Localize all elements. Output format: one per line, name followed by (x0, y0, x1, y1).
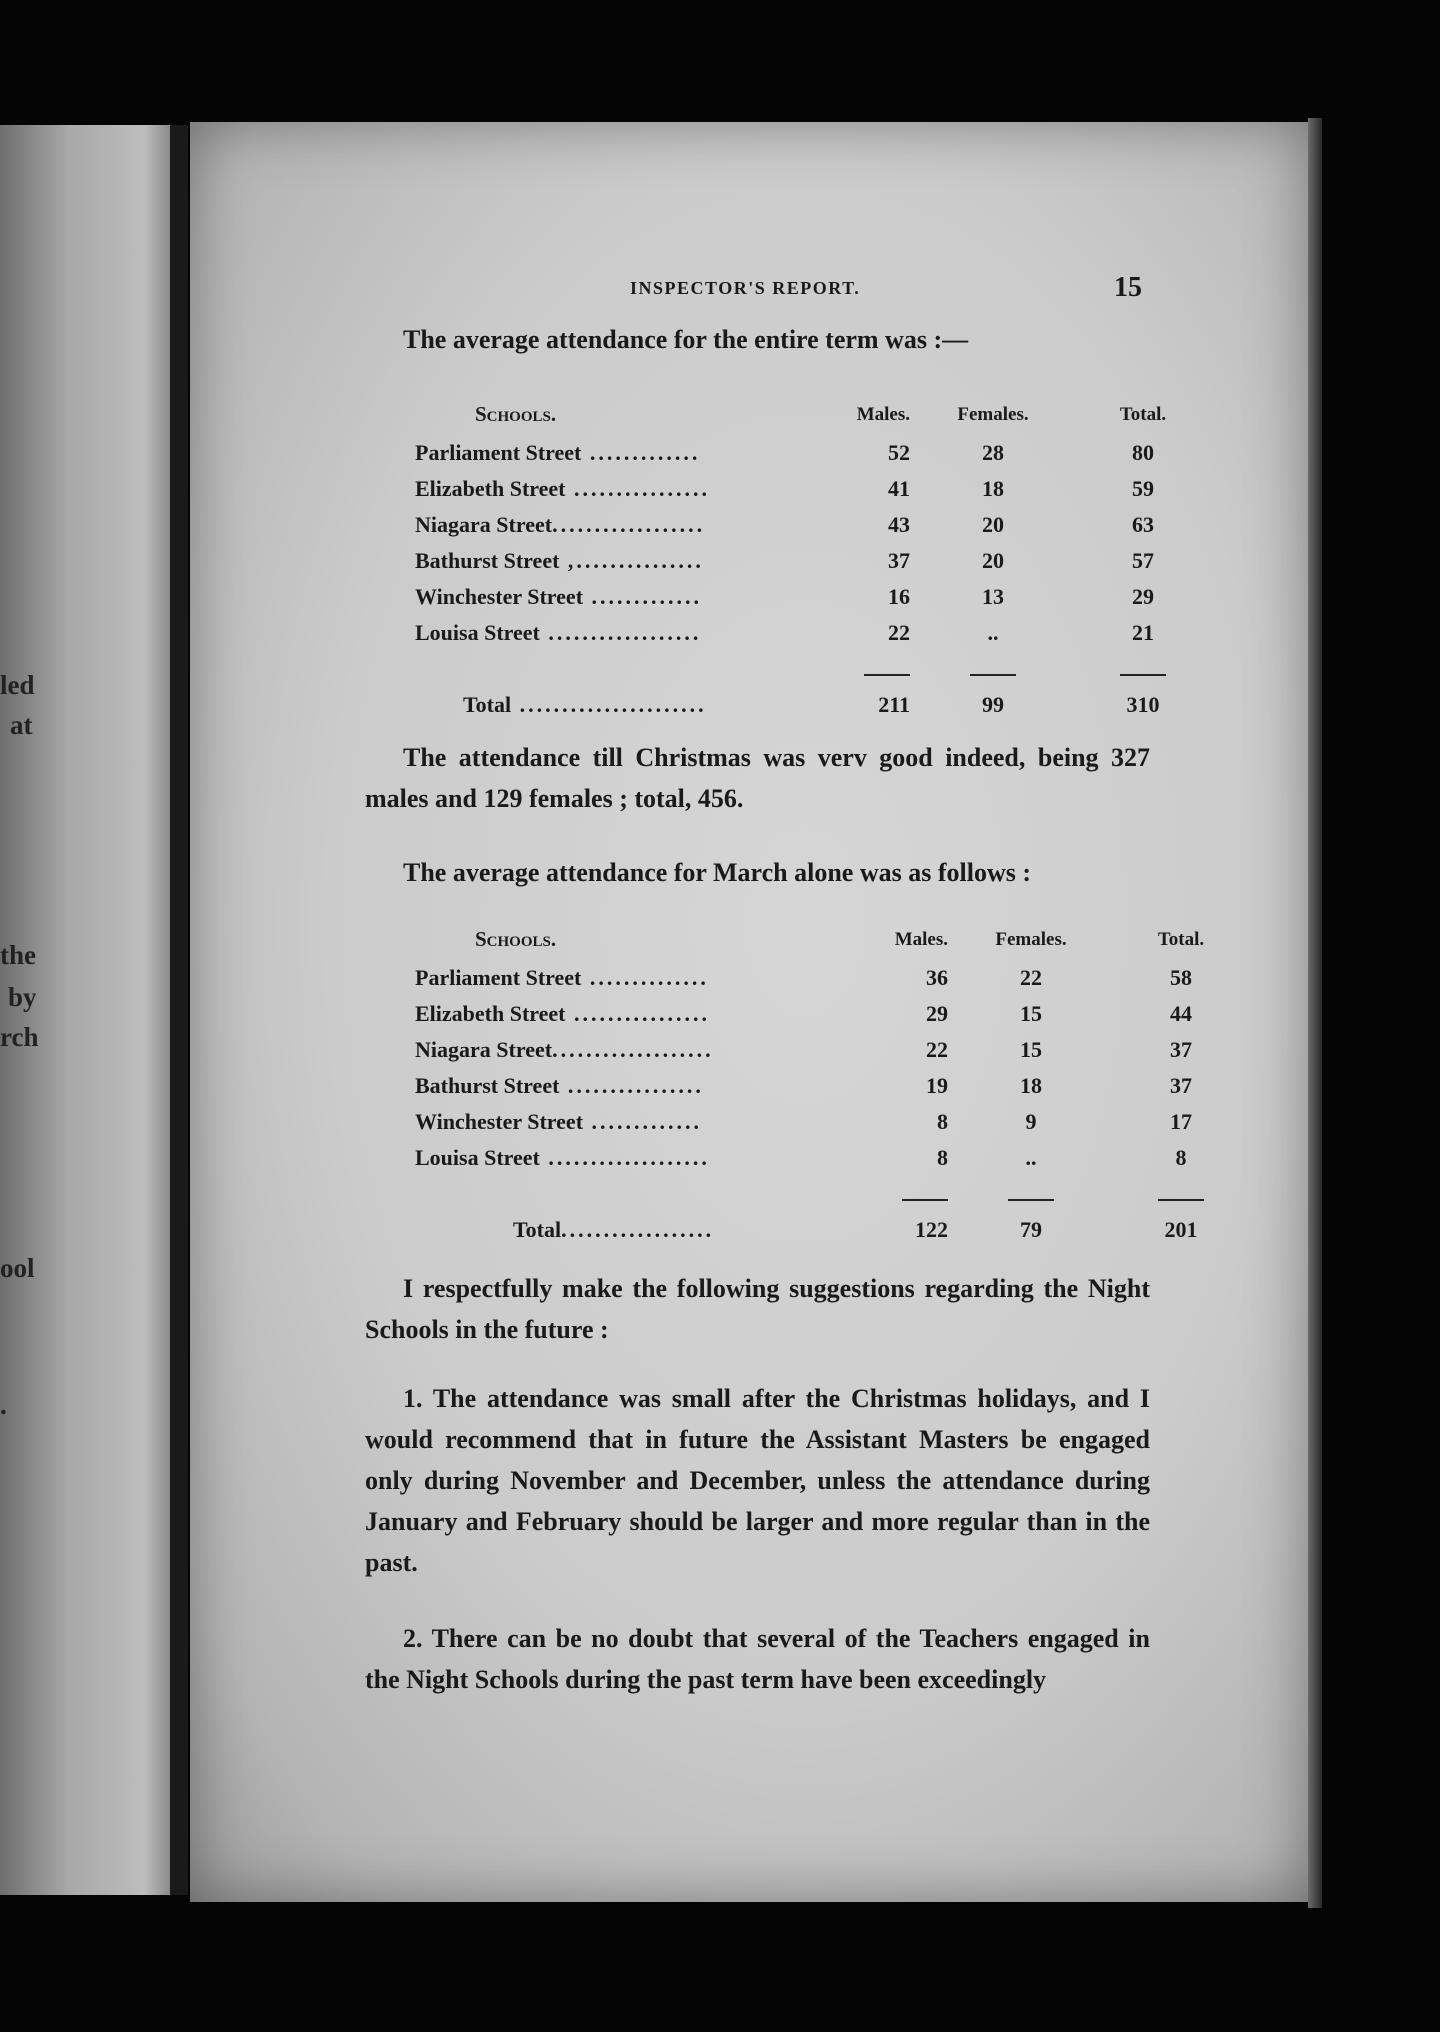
table1-intro: The average attendance for the entire term was :— (403, 325, 969, 354)
total-cell: 58 (1170, 965, 1192, 990)
paragraph-suggestions: I respectfully make the following suggestions regarding the Night Schools in the future : (365, 1274, 1150, 1344)
females-cell: 18 (1020, 1073, 1042, 1098)
total-cell: 17 (1170, 1109, 1192, 1134)
column-header-total: Total. (1157, 928, 1205, 950)
page-number: 15 (1114, 272, 1142, 303)
school-name: Elizabeth Street (415, 1001, 566, 1026)
sum-rule (902, 1199, 948, 1201)
total-cell: 21 (1132, 620, 1154, 645)
column-header-females: Females. (957, 403, 1029, 425)
females-cell: 20 (982, 548, 1004, 573)
males-total: 211 (878, 692, 910, 717)
total-cell: 80 (1132, 440, 1154, 465)
table-row (415, 471, 1218, 507)
females-cell: 15 (1020, 1037, 1042, 1062)
leader-dots: ................ (565, 476, 711, 501)
column-header-males: Males. (856, 403, 910, 425)
leader-dots: ,............... (559, 548, 704, 573)
leader-dots: ................... (539, 1145, 710, 1170)
table-row (415, 543, 1218, 579)
males-total: 122 (915, 1217, 948, 1242)
column-header-total: Total. (1119, 403, 1167, 425)
grand-total: 201 (1164, 1217, 1198, 1242)
males-cell: 36 (926, 965, 948, 990)
females-cell: 9 (1025, 1109, 1037, 1134)
sum-rule (970, 674, 1016, 676)
males-cell: 8 (937, 1109, 948, 1134)
left-page-fragment: the (0, 940, 36, 970)
school-cell (415, 471, 845, 507)
table-row (415, 579, 1218, 615)
leader-dots: ................... (552, 1037, 714, 1062)
school-cell (415, 1140, 883, 1176)
left-page-fragment: rch (0, 1022, 39, 1052)
school-name: Winchester Street (415, 1109, 584, 1134)
females-cell: 22 (1020, 965, 1042, 990)
total-label: Total (513, 1217, 562, 1242)
table-row (415, 1140, 1256, 1176)
sum-rule (1158, 1199, 1204, 1201)
leader-dots: ............. (581, 440, 701, 465)
males-cell: 43 (888, 512, 910, 537)
school-cell (415, 996, 883, 1032)
leader-dots: ................ (559, 1073, 704, 1098)
school-cell (415, 1104, 883, 1140)
column-header-males: Males. (894, 928, 948, 950)
school-name: Parliament Street (415, 440, 582, 465)
table-row (415, 960, 1256, 996)
left-page-fragment: by (8, 982, 37, 1012)
table-row (415, 507, 1218, 543)
school-name: Elizabeth Street (415, 476, 566, 501)
school-cell (415, 615, 845, 651)
school-name: Winchester Street (415, 584, 584, 609)
females-cell: 28 (982, 440, 1004, 465)
left-page-edge (0, 125, 170, 1895)
total-label: Total (463, 692, 512, 717)
males-cell: 52 (888, 440, 910, 465)
total-cell: 63 (1132, 512, 1154, 537)
females-cell: 18 (982, 476, 1004, 501)
left-page-fragment: at (10, 710, 33, 740)
school-name: Bathurst Street (415, 548, 560, 573)
males-cell: 41 (888, 476, 910, 501)
school-name: Louisa Street (415, 620, 540, 645)
column-header-females: Females. (995, 928, 1067, 950)
total-label-cell (415, 687, 845, 723)
school-name: Niagara Street (415, 1037, 553, 1062)
table-header-row (415, 927, 1256, 960)
sum-rule (1120, 674, 1166, 676)
leader-dots: ...................... (511, 692, 707, 717)
school-cell (415, 435, 845, 471)
sum-rule-row (415, 1176, 1256, 1212)
males-cell: 22 (926, 1037, 948, 1062)
school-cell (415, 1032, 883, 1068)
attendance-table-march (415, 927, 1256, 1248)
running-head: INSPECTOR'S REPORT. (630, 278, 861, 298)
table-header-row (415, 402, 1218, 435)
males-cell: 22 (888, 620, 910, 645)
males-cell: 29 (926, 1001, 948, 1026)
table-row (415, 1104, 1256, 1140)
school-cell (415, 579, 845, 615)
column-header-schools: Schools. (475, 402, 557, 426)
leader-dots: ............. (583, 1109, 703, 1134)
school-name: Niagara Street (415, 512, 553, 537)
males-cell: 37 (888, 548, 910, 573)
table-row (415, 1068, 1256, 1104)
females-cell: 20 (982, 512, 1004, 537)
table-row (415, 1032, 1256, 1068)
leader-dots: .................. (561, 1217, 715, 1242)
table2-intro: The average attendance for March alone was as follows : (403, 858, 1032, 887)
females-cell: .. (987, 620, 999, 645)
table-total-row (415, 1212, 1256, 1248)
book-gutter (170, 125, 188, 1895)
school-cell (415, 543, 845, 579)
females-total: 79 (1020, 1217, 1042, 1242)
sum-rule-row (415, 651, 1218, 687)
leader-dots: .................. (552, 512, 706, 537)
school-cell (415, 960, 883, 996)
school-name: Louisa Street (415, 1145, 540, 1170)
leader-dots: .............. (581, 965, 709, 990)
leader-dots: .................. (539, 620, 702, 645)
females-total: 99 (982, 692, 1004, 717)
total-cell: 29 (1132, 584, 1154, 609)
total-label-cell (415, 1212, 883, 1248)
paragraph-suggestion-2: 2. There can be no doubt that several of the Teachers engaged in the Night Schools during the past term have been exceedingly (365, 1624, 1150, 1694)
school-cell (415, 1068, 883, 1104)
school-cell (415, 507, 845, 543)
school-name: Parliament Street (415, 965, 582, 990)
males-cell: 16 (888, 584, 910, 609)
paragraph-christmas-attendance: The attendance till Christmas was verv good indeed, being 327 males and 129 females ; total, 456. (365, 743, 1150, 813)
sum-rule (1008, 1199, 1054, 1201)
females-cell: 15 (1020, 1001, 1042, 1026)
leader-dots: ............. (583, 584, 703, 609)
table-row (415, 615, 1218, 651)
column-header-schools: Schools. (475, 927, 557, 951)
table-total-row (415, 687, 1218, 723)
total-cell: 37 (1170, 1037, 1192, 1062)
paragraph-suggestion-1: 1. The attendance was small after the Christmas holidays, and I would recommend that in future the Assistant Masters be engaged only during November and December, unless the attendance during January and February should be larger and more regular than in the past. (365, 1384, 1150, 1577)
school-name: Bathurst Street (415, 1073, 560, 1098)
grand-total: 310 (1126, 692, 1160, 717)
total-cell: 8 (1175, 1145, 1187, 1170)
table-row (415, 435, 1218, 471)
females-cell: 13 (982, 584, 1004, 609)
table-row (415, 996, 1256, 1032)
total-cell: 59 (1132, 476, 1154, 501)
total-cell: 37 (1170, 1073, 1192, 1098)
males-cell: 8 (937, 1145, 948, 1170)
attendance-table-term (415, 402, 1218, 723)
left-page-fragment: ool (0, 1253, 35, 1283)
left-page-fragment: . (0, 1390, 7, 1420)
left-page-fragment: led (0, 670, 35, 700)
page-edge (1308, 118, 1322, 1908)
females-cell: .. (1025, 1145, 1037, 1170)
total-cell: 44 (1170, 1001, 1192, 1026)
males-cell: 19 (926, 1073, 948, 1098)
sum-rule (864, 674, 910, 676)
leader-dots: ................ (565, 1001, 711, 1026)
total-cell: 57 (1132, 548, 1154, 573)
